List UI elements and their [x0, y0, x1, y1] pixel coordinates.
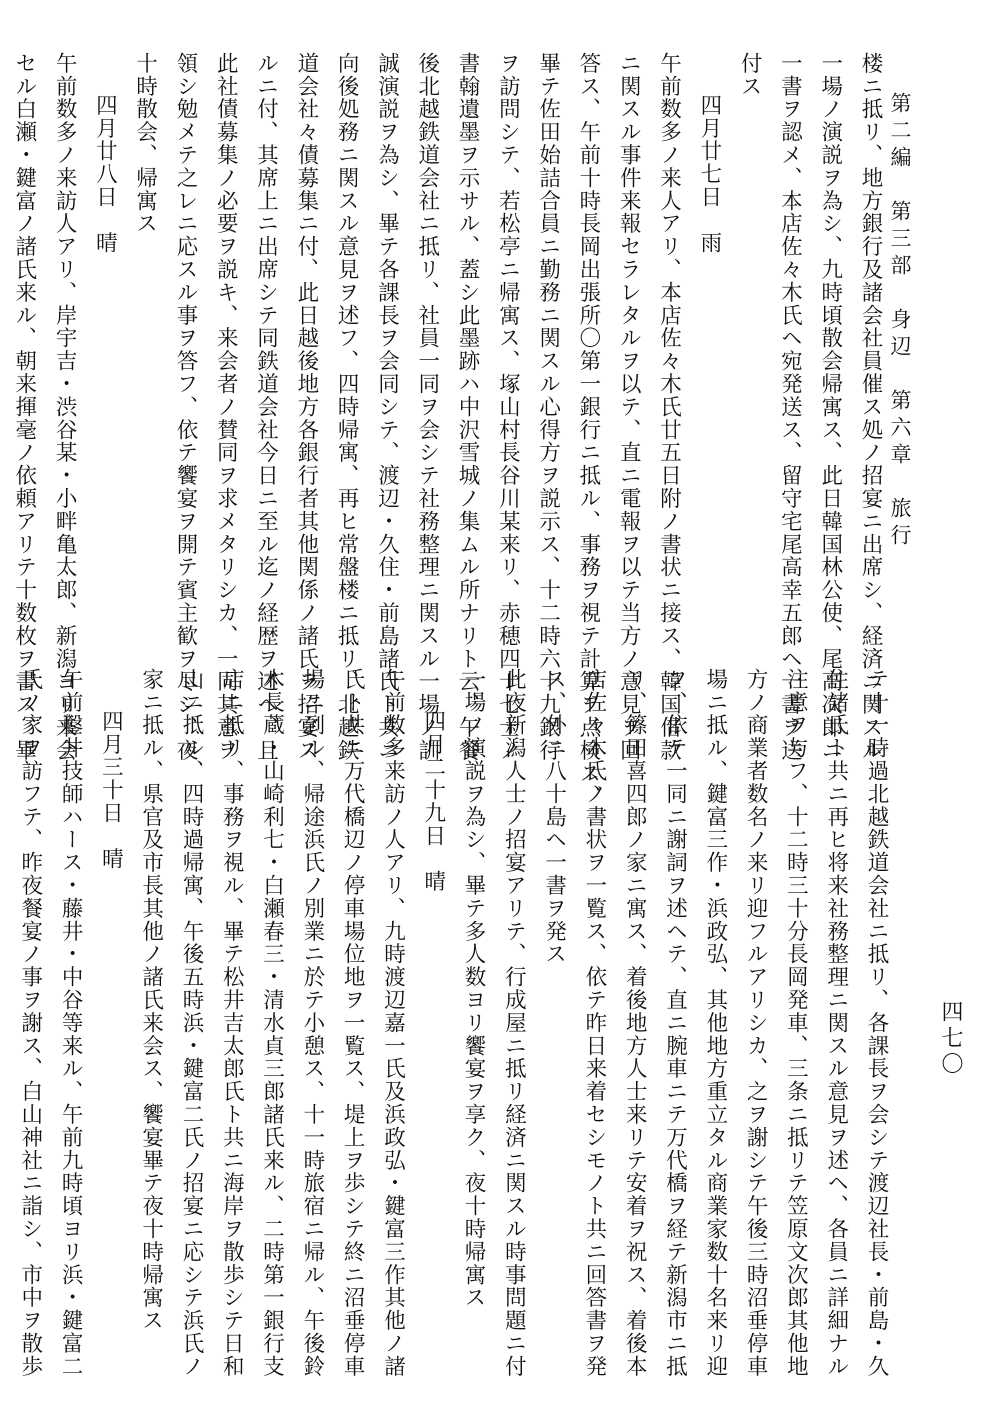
text-line: 午前数多来訪ノ人アリ、九時渡辺嘉一氏及浜政弘・鍵富三作其他ノ諸 [380, 668, 406, 1378]
text-line: 一場ノ演説ヲ為シ、九時頃散会帰寓ス、此日韓国林公使、尾高次郎ニ [817, 52, 843, 762]
text-line: 此社債募集ノ必要ヲ説キ、来会者ノ賛同ヲ求メタリシカ、一同其意ヲ [213, 52, 239, 762]
text-line: 午前数多ノ来人アリ、本店佐々木氏廿五日附ノ書状ニ接ス、韓国借款 [656, 52, 682, 762]
text-line: 氏ト共ニ万代橋辺ノ停車場位地ヲ一覧ス、堤上ヲ歩シテ終ニ沼垂停車 [340, 668, 366, 1378]
text-line: 四月廿七日 雨 [696, 94, 722, 255]
text-line: フ、依テ一同ニ謝詞ヲ述ヘテ、直ニ腕車ニテ万代橋ヲ経テ新潟市ニ抵 [662, 668, 688, 1378]
text-line: 午前鑿井技師ハース・藤井・中谷等来ル、午前九時頃ヨリ浜・鍵富二 [58, 668, 84, 1378]
text-line: 一場ノ演説ヲ為シ、畢テ多人数ヨリ饗宴ヲ享ク、夜十時帰寓ス [461, 668, 487, 1310]
text-line: 畢テ佐田始詰合員ニ勤務ニ関スル心得方ヲ説示ス、十二時六十九銀行 [535, 52, 561, 762]
text-line: ニ関スル事件来報セラレタルヲ以テ、直ニ電報ヲ以テ当方ノ意見ヲ回 [616, 52, 642, 762]
text-line: 方ノ商業者数名ノ来リ迎フルアリシカ、之ヲ謝シテ午後三時沼垂停車 [743, 668, 769, 1378]
text-line: 答ス、午前十時長岡出張所〇第一銀行ニ抵ル、事務ヲ視テ計算ヲ点検ス、 [575, 52, 601, 808]
lower-text-column [17, 668, 896, 1378]
text-line: 此夜新潟人士ノ招宴アリテ、行成屋ニ抵リ経済ニ関スル時事問題ニ付 [501, 668, 527, 1378]
text-line: 木長蔵・山崎利七・白瀬春三・清水貞三郎諸氏来ル、二時第一銀行支 [259, 668, 285, 1378]
text-line: 店ニ抵リ、事務ヲ視ル、畢テ松井吉太郎氏ト共ニ海岸ヲ散歩シテ日和 [219, 668, 245, 1378]
text-line: 一書ヲ認メ、本店佐々木氏ヘ宛発送ス、留守宅尾高幸五郎ヘ一書ヲ送 [777, 52, 803, 762]
text-line: リ、篠田喜四郎ノ家ニ寓ス、着後地方人士来リテ安着ヲ祝ス、着後本 [622, 668, 648, 1378]
text-line: 領シ勉メテ之レニ応スル事ヲ答フ、依テ饗宴ヲ開テ賓主歓ヲ尽シ、夜 [172, 52, 198, 762]
text-line: 氏ノ家ヲ訪フテ、昨夜餐宴ノ事ヲ謝ス、白山神社ニ詣シ、市中ヲ散歩 [17, 668, 43, 1378]
text-line: テ十一時過北越鉄道会社ニ抵リ、各課長ヲ会シテ渡辺社長・前島・久 [864, 668, 889, 1378]
text-line: 道会社々債募集ニ付、此日越後地方各銀行者其他関係ノ諸氏ヲ招宴ス [293, 52, 319, 762]
text-line: 付ス [737, 52, 763, 98]
text-line: ヲ訪問シテ、若松亭ニ帰寓ス、塚山村長谷川某来リ、赤穂四十七士ノ [495, 52, 521, 762]
text-line: 場ニ抵ル、鍵富三作・浜政弘、其他地方重立タル商業家数十名来リ迎 [702, 668, 728, 1378]
page-header: 第二編 第三部 身辺 第六章 旅行 [888, 92, 912, 551]
page-number: 四七〇 [938, 1000, 963, 1078]
text-line: 楼ニ抵リ、地方銀行及諸会社員催ス処ノ招宴ニ出席シ、経済ニ関スル [858, 52, 883, 762]
text-line: 午前数多ノ来訪人アリ、岸宇吉・渋谷某・小畔亀太郎、新潟ヨリ来会 [52, 52, 78, 762]
text-line: 店佐々木氏ノ書状ヲ一覧ス、依テ昨日来着セシモノト共ニ回答書ヲ発 [581, 668, 607, 1378]
text-line: 場ニ到ル、帰途浜氏ノ別業ニ於テ小憩ス、十一時旅宿ニ帰ル、午後鈴 [299, 668, 325, 1378]
text-line: セル白瀬・鍵富ノ諸氏来ル、朝来揮毫ノ依頼アリテ十数枚ヲ書ス、畢 [11, 52, 37, 762]
text-line: 十時散会、帰寓ス [132, 52, 158, 236]
text-line: ス、外ニ八十島ヘ一書ヲ発ス [541, 668, 567, 966]
text-line: 四月三十日 晴 [98, 710, 124, 871]
text-line: 四月廿八日 晴 [92, 94, 118, 255]
text-line: 四月二十九日 晴 [420, 710, 446, 894]
text-line: 書翰遺墨ヲ示サル、蓋シ此墨跡ハ中沢雪城ノ集ムル所ナリト云、午餐 [455, 52, 481, 762]
text-line: 山ニ抵ル、四時過帰寓、午後五時浜・鍵富二氏ノ招宴ニ応シテ浜氏ノ [178, 668, 204, 1378]
text-line: 住諸氏ト共ニ再ヒ将来社務整理ニ関スル意見ヲ述ヘ、各員ニ詳細ナル [823, 668, 849, 1378]
text-line: 向後処務ニ関スル意見ヲ述フ、四時帰寓、再ヒ常盤楼ニ抵リ、北越鉄 [334, 52, 360, 762]
text-line: ルニ付、其席上ニ出席シテ同鉄道会社今日ニ至ル迄ノ経歴ヲ述ヘ、且 [253, 52, 279, 762]
text-line: 後北越鉄道会社ニ抵リ、社員一同ヲ会シテ社務整理ニ関スル一場ノ訓 [414, 52, 440, 762]
text-line: 注意ヲ与フ、十二時三十分長岡発車、三条ニ抵リテ笠原文次郎其他地 [783, 668, 809, 1378]
text-line: 家ニ抵ル、県官及市長其他ノ諸氏来会ス、饗宴畢テ夜十時帰寓ス [138, 668, 164, 1333]
text-line: 誠演説ヲ為シ、畢テ各課長ヲ会同シテ、渡辺・久住・前島諸氏ト共ニ [374, 52, 400, 762]
